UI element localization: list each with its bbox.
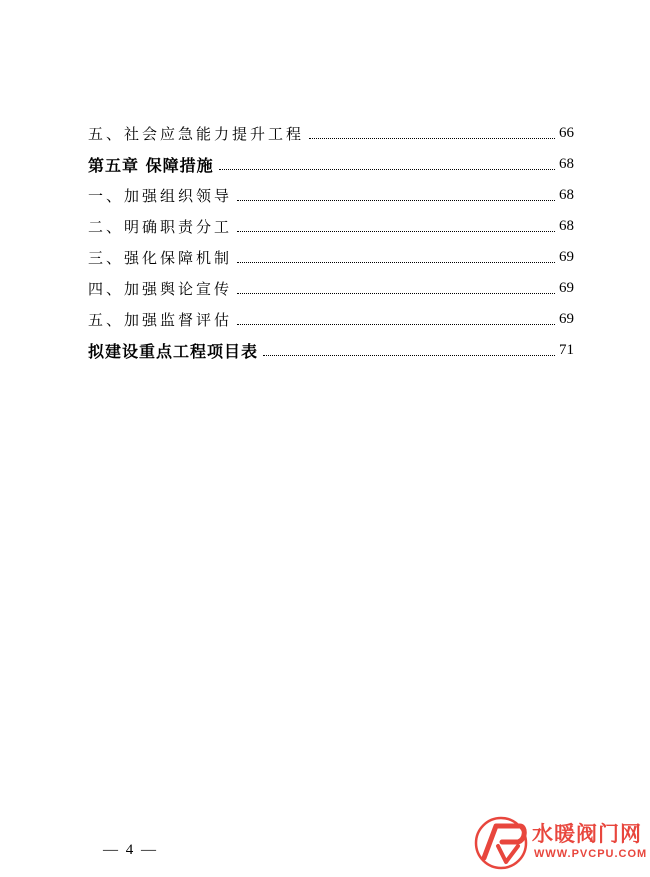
- toc-entry-page: 69: [559, 311, 574, 327]
- toc-entry-page: 69: [559, 249, 574, 265]
- toc-entry[interactable]: [88, 242, 574, 273]
- toc-entry-page: 66: [559, 125, 574, 141]
- toc-entry-title: 第五章 保障措施: [88, 156, 214, 175]
- toc-entry-page: 68: [559, 218, 574, 234]
- pv-logo-icon: [474, 816, 528, 870]
- toc-entry-title: 三、强化保障机制: [88, 249, 233, 267]
- toc-entry-page: 68: [559, 156, 574, 172]
- dot-leader: [309, 138, 555, 139]
- table-of-contents: [88, 118, 574, 366]
- toc-entry-page: 71: [559, 342, 574, 358]
- dot-leader: [237, 231, 555, 232]
- dot-leader: [237, 262, 555, 263]
- toc-entry-title: 二、明确职责分工: [88, 218, 233, 236]
- toc-entry-chapter[interactable]: [88, 149, 574, 180]
- dot-leader: [237, 324, 555, 325]
- page-number: — 4 —: [103, 842, 158, 858]
- watermark: [474, 812, 648, 872]
- toc-entry[interactable]: [88, 118, 574, 149]
- dot-leader: [219, 169, 555, 170]
- dot-leader: [263, 355, 555, 356]
- toc-entry-page: 68: [559, 187, 574, 203]
- dot-leader: [237, 200, 555, 201]
- toc-entry-title: 四、加强舆论宣传: [88, 280, 233, 298]
- toc-entry[interactable]: [88, 304, 574, 335]
- toc-entry-chapter[interactable]: [88, 335, 574, 366]
- toc-entry-title: 一、加强组织领导: [88, 187, 233, 205]
- watermark-title: 水暖阀门网: [532, 822, 642, 846]
- toc-entry-page: 69: [559, 280, 574, 296]
- toc-entry[interactable]: [88, 273, 574, 304]
- toc-entry-title: 五、社会应急能力提升工程: [88, 125, 305, 143]
- toc-entry-title: 拟建设重点工程项目表: [88, 342, 259, 361]
- watermark-url: WWW.PVCPU.COM: [534, 848, 648, 860]
- toc-entry[interactable]: [88, 211, 574, 242]
- toc-entry[interactable]: [88, 180, 574, 211]
- dot-leader: [237, 293, 555, 294]
- toc-entry-title: 五、加强监督评估: [88, 311, 233, 329]
